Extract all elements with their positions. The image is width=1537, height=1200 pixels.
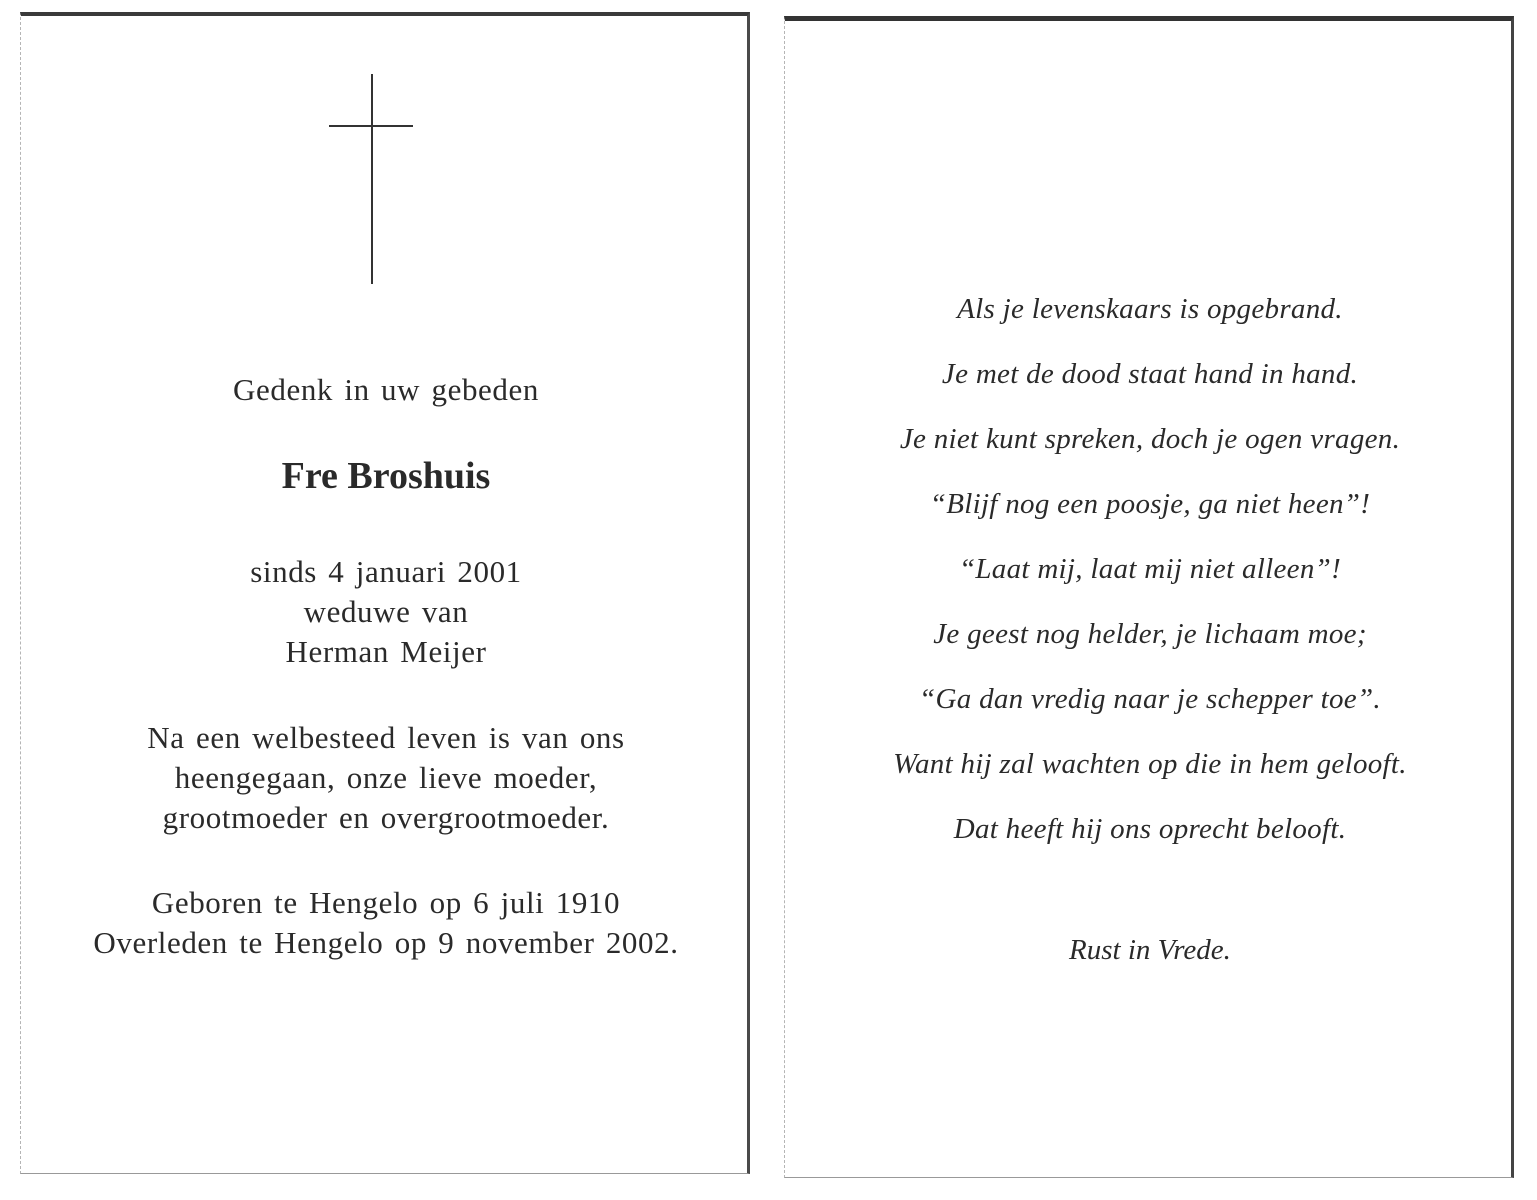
life-line: Na een welbesteed leven is van ons (147, 720, 625, 755)
life-summary (21, 718, 751, 838)
poem-line: Als je levenskaars is opgebrand. (957, 293, 1343, 325)
poem (785, 277, 1515, 862)
closing-text: Rust in Vrede. (1069, 934, 1231, 966)
intro-text: Gedenk in uw gebeden (233, 372, 539, 407)
memorial-card-front (20, 12, 750, 1174)
deceased-name: Fre Broshuis (281, 455, 491, 497)
poem-line: Je met de dood staat hand in hand. (941, 358, 1359, 390)
poem-line: “Laat mij, laat mij niet alleen”! (958, 553, 1342, 585)
spouse-line: Herman Meijer (285, 634, 487, 669)
poem-line: Dat heeft hij ons oprecht belooft. (953, 813, 1347, 845)
spouse-line: sinds 4 januari 2001 (250, 554, 522, 589)
life-line: grootmoeder en overgrootmoeder. (162, 800, 610, 835)
poem-line: “Blijf nog een poosje, ga niet heen”! (929, 488, 1371, 520)
spouse-block (21, 552, 751, 672)
spouse-line: weduwe van (303, 594, 469, 629)
death-line: Overleden te Hengelo op 9 november 2002. (93, 925, 679, 960)
cross-icon (329, 74, 413, 284)
poem-line: “Ga dan vredig naar je schepper toe”. (919, 683, 1381, 715)
memorial-card-back (784, 16, 1514, 1178)
birth-line: Geboren te Hengelo op 6 juli 1910 (151, 885, 621, 920)
birth-death-dates (21, 883, 751, 963)
poem-line: Want hij zal wachten op die in hem gelooft. (893, 748, 1407, 780)
life-line: heengegaan, onze lieve moeder, (174, 760, 598, 795)
poem-line: Je geest nog helder, je lichaam moe; (933, 618, 1367, 650)
poem-line: Je niet kunt spreken, doch je ogen vragen. (899, 423, 1401, 455)
